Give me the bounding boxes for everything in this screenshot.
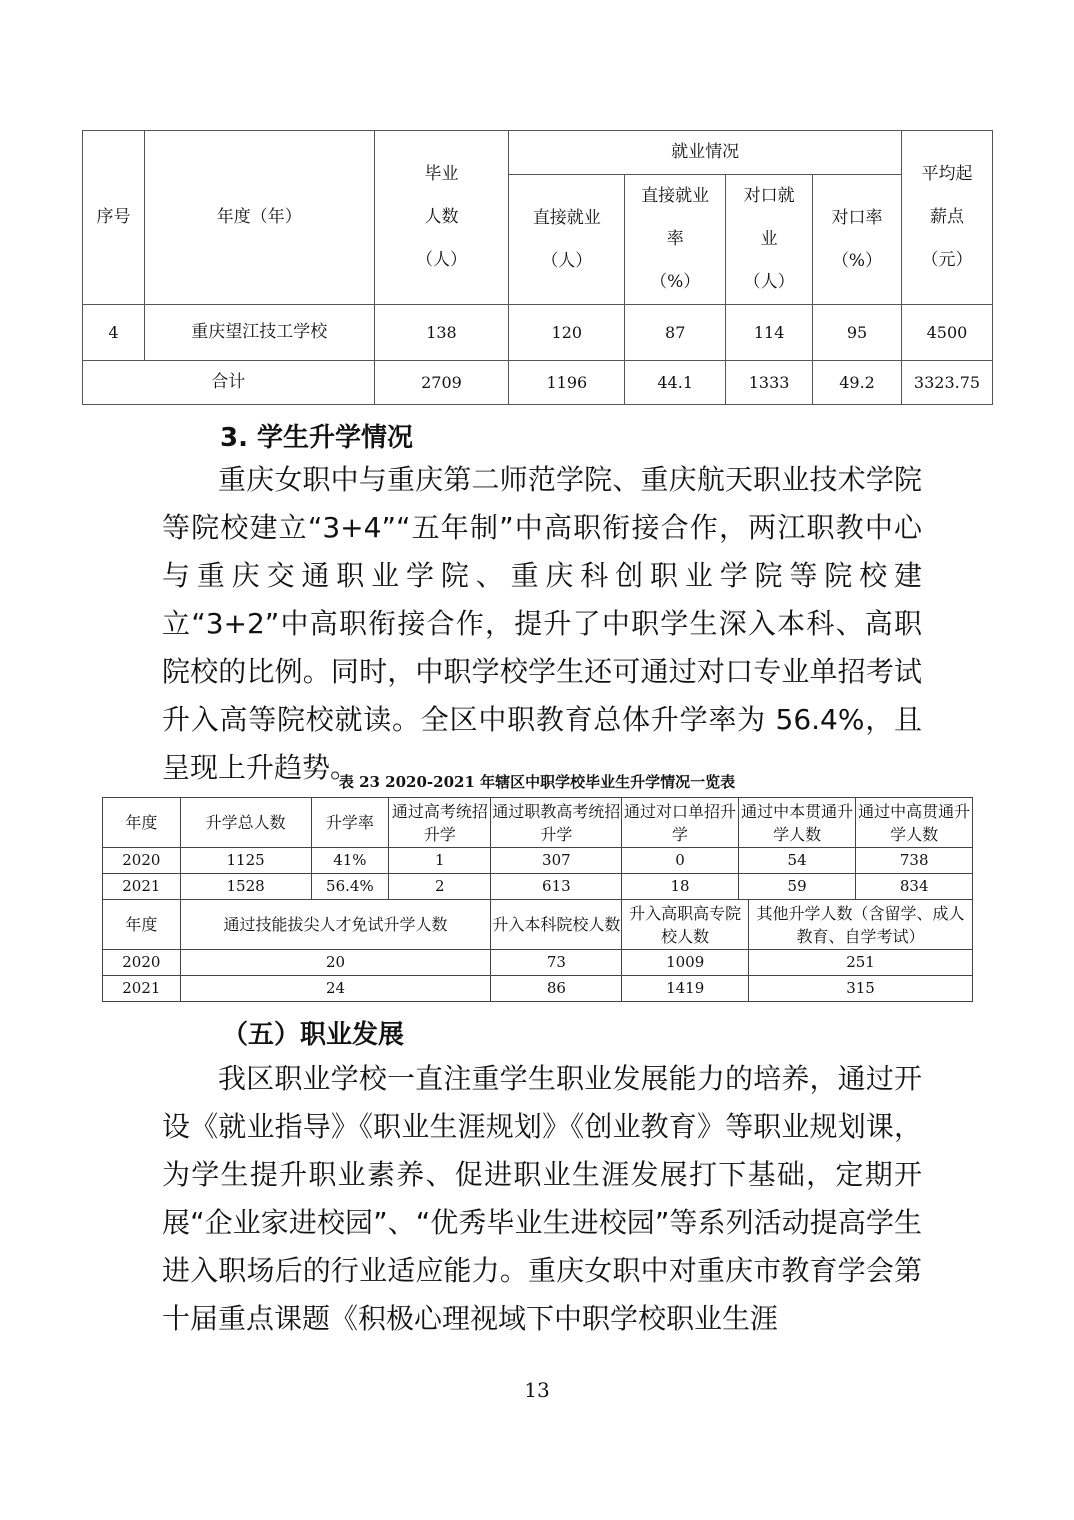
table-row: 2021 24 86 1419 315 [103, 976, 973, 1002]
header-direct-employment: 直接就业 （人） [509, 175, 625, 305]
header-grads: 毕业 人数 （人） [374, 131, 509, 305]
page-number: 13 [524, 1378, 550, 1402]
header-matched-employment: 对口就 业 （人） [726, 175, 813, 305]
header-salary: 平均起 薪点 （元） [901, 131, 992, 305]
section-paragraph: 我区职业学校一直注重学生职业发展能力的培养，通过开设《就业指导》《职业生涯规划》《创业教育》等职业规划课，为学生提升职业素养、促进职业生涯发展打下基础，定期开展“企业家进校园”、“优秀毕业生进校园”等系列活动提高学生进入职场后的行业适应能力。重庆女职中对重庆市教育学会第十届重点课题《积极心理视域下中职学校职业生涯 [162, 1062, 922, 1335]
header-employment-group: 就业情况 [509, 131, 902, 175]
table-row: 2021 1528 56.4% 2 613 18 59 834 [103, 874, 973, 900]
section-heading: （五）职业发展 [222, 1020, 405, 1050]
header-matched-rate: 对口率 （%） [813, 175, 902, 305]
table-row: 4 重庆望江技工学校 138 120 87 114 95 4500 [83, 305, 993, 361]
section-paragraph: 重庆女职中与重庆第二师范学院、重庆航天职业技术学院等院校建立“3+4”“五年制”中高职衔接合作，两江职教中心与重庆交通职业学院、重庆科创职业学院等院校建立“3+2”中高职衔接合作，提升了中职学生深入本科、高职院校的比例。同时，中职学校学生还可通过对口专业单招考试升入高等院校就读。全区中职教育总体升学率为 56.4%，且呈现上升趋势。 [162, 463, 922, 784]
table-total-row: 合计 2709 1196 44.1 1333 49.2 3323.75 [83, 361, 993, 405]
table-row: 2020 1125 41% 1 307 0 54 738 [103, 848, 973, 874]
header-direct-rate: 直接就业 率 （%） [625, 175, 726, 305]
table-caption: 表 23 2020-2021 年辖区中职学校毕业生升学情况一览表 [338, 773, 736, 791]
table-row: 2020 20 73 1009 251 [103, 950, 973, 976]
header-year: 年度（年） [144, 131, 374, 305]
further-study-table: 年度 升学总人数 升学率 通过高考统招升学 通过职教高考统招升学 通过对口单招升学 通过中本贯通升学人数 通过中高贯通升学人数 2020 1125 41% 1 307 0 54 738 2021 1528 56.4% 2 613 18 59 834 年度 通过技能拔尖人才免试升学人数 升入本科院校人数 升入高职高专院校人数 其他升学人数（含留学、成人教育、自学考试） 2020 20 73 1009 251 2021 24 86 1419 315 [102, 797, 973, 1002]
header-seq: 序号 [83, 131, 145, 305]
employment-table [82, 130, 993, 405]
section-heading: 3. 学生升学情况 [220, 423, 414, 453]
